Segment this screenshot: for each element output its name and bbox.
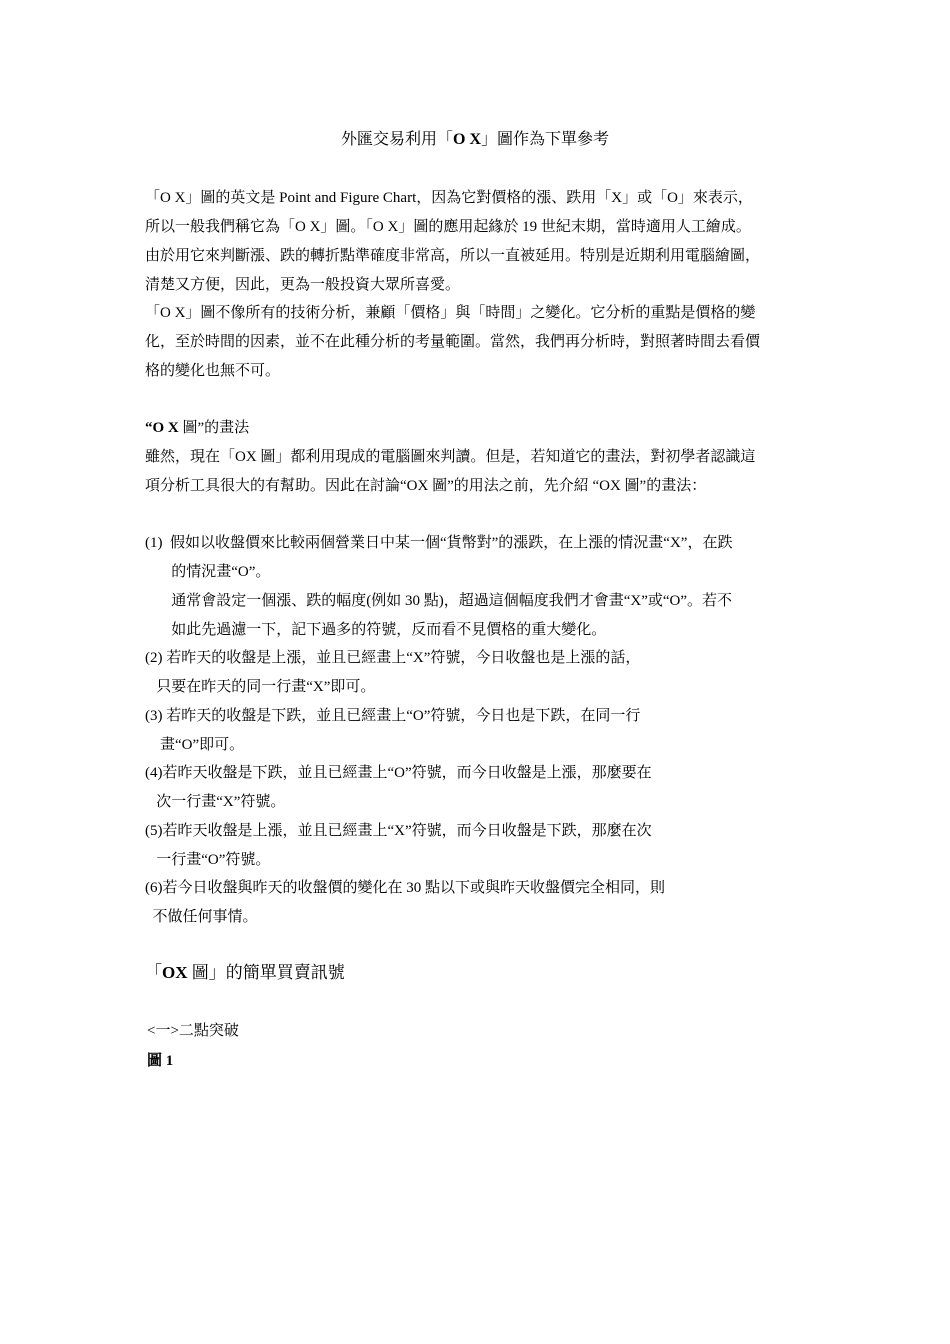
intro-line: 由於用它來判斷漲、跌的轉折點準確度非常高，所以一直被延用。特別是近期利用電腦繪圖，: [145, 248, 761, 264]
figure-caption: [147, 1051, 173, 1071]
heading-bold: “O X: [145, 420, 179, 436]
title-post: 」圖作為下單參考: [481, 131, 610, 148]
title-pre: 外匯交易利用「: [340, 131, 453, 148]
section-body-line: 項分析工具很大的有幫助。因此在討論“OX 圖”的用法之前，先介紹 “OX 圖”的畫法：: [145, 478, 707, 494]
page-title: [0, 128, 950, 152]
section-heading-signals: [145, 961, 345, 985]
rule-line: (3) 若昨天的收盤是下跌，並且已經畫上“O”符號，今日也是下跌，在同一行: [145, 708, 641, 724]
rule-line: (2) 若昨天的收盤是上漲，並且已經畫上“X”符號，今日收盤也是上漲的話，: [145, 650, 641, 666]
section-heading-drawing: [145, 418, 249, 438]
heading-rest: 圖”的畫法: [178, 420, 250, 436]
rule-line: (4)若昨天收盤是下跌，並且已經畫上“O”符號，而今日收盤是上漲，那麼要在: [145, 765, 652, 781]
rule-line: 畫“O”即可。: [145, 737, 245, 753]
intro-line: 「O X」圖的英文是 Point and Figure Chart，因為它對價格的漲、跌用「X」或「O」來表示，: [145, 190, 753, 206]
rule-line: 通常會設定一個漲、跌的幅度(例如 30 點)，超過這個幅度我們才會畫“X”或“O”。若不: [145, 593, 733, 609]
rule-line: 的情況畫“O”。: [145, 564, 271, 580]
rule-line: (6)若今日收盤與昨天的收盤價的變化在 30 點以下或與昨天收盤價完全相同，則: [145, 880, 665, 896]
rule-line: (1) 假如以收盤價來比較兩個營業日中某一個“貨幣對”的漲跌，在上漲的情況畫“X”，在跌: [145, 535, 733, 551]
intro-line: 所以一般我們稱它為「O X」圖。「O X」圖的應用起緣於 19 世紀末期，當時適用人工繪成。: [145, 219, 751, 235]
rule-line: 不做任何事情。: [145, 909, 258, 925]
rule-line: (5)若昨天收盤是上漲，並且已經畫上“X”符號，而今日收盤是下跌，那麼在次: [145, 823, 652, 839]
title-bold: O X: [453, 131, 481, 148]
rule-line: 只要在昨天的同一行畫“X”即可。: [145, 679, 376, 695]
heading-post: 圖」的簡單買賣訊號: [187, 963, 345, 982]
rule-line: 次一行畫“X”符號。: [145, 794, 286, 810]
figure-num: 1: [165, 1053, 174, 1069]
signal-label: <一>二點突破: [147, 1023, 239, 1039]
heading-bold: OX: [162, 963, 188, 982]
rule-line: 如此先過濾一下，記下過多的符號，反而看不見價格的重大變化。: [145, 622, 607, 638]
intro-line: 清楚又方便，因此，更為一般投資大眾所喜愛。: [145, 277, 461, 293]
intro-line: 化，至於時間的因素，並不在此種分析的考量範圍。當然，我們再分析時，對照著時間去看價: [145, 334, 761, 350]
rule-line: 一行畫“O”符號。: [145, 852, 271, 868]
intro-line: 格的變化也無不可。: [145, 363, 281, 379]
heading-pre: 「: [145, 963, 162, 982]
section-body-line: 雖然，現在「OX 圖」都利用現成的電腦圖來判讀。但是，若知道它的畫法，對初學者認識這: [145, 449, 756, 465]
figure-pre: 圖: [147, 1053, 166, 1069]
intro-line: 「O X」圖不像所有的技術分析，兼顧「價格」與「時間」之變化。它分析的重點是價格的變: [145, 305, 756, 321]
